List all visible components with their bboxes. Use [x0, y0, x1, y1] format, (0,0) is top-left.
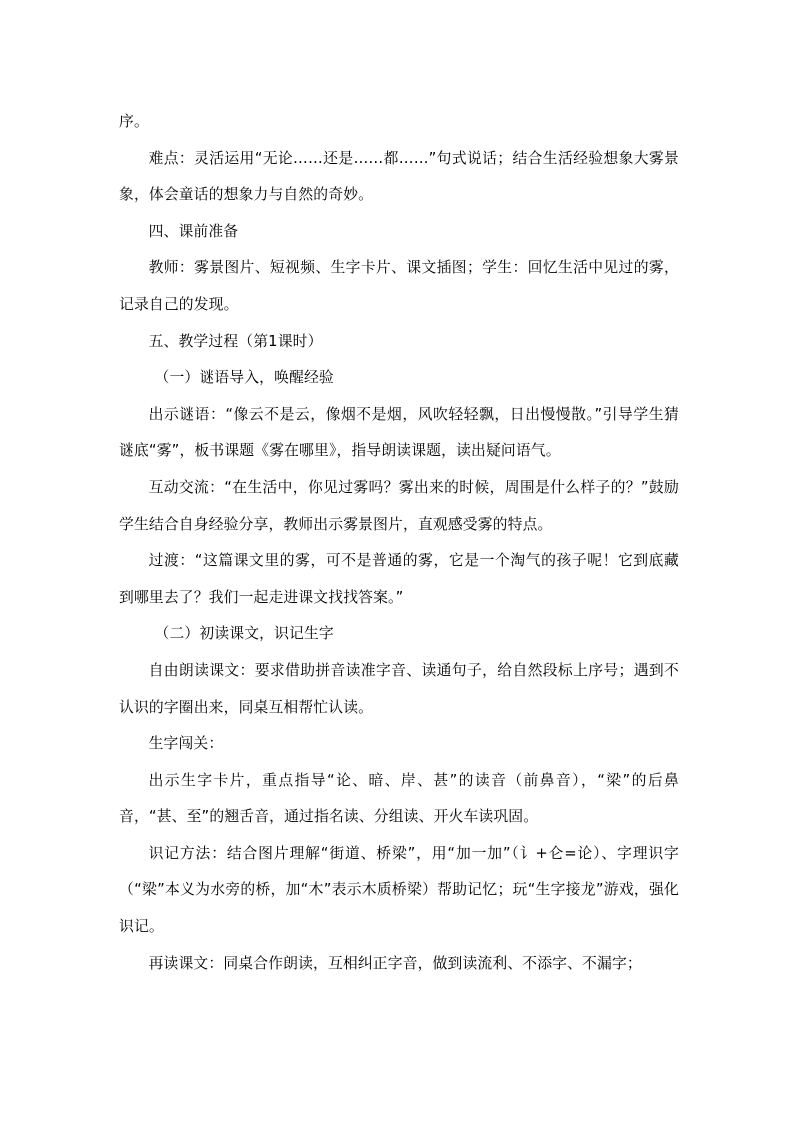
paragraph-transition: 过渡：“这篇课文里的雾，可不是普通的雾，它是一个淘气的孩子呢！它到底藏到哪里去了？我们一起走进课文找找答案。”	[119, 552, 679, 606]
paragraph-preparation: 教师：雾景图片、短视频、生字卡片、课文插图；学生：回忆生活中见过的雾，记录自己的发现。	[119, 259, 679, 313]
sub-heading-first-reading: （二）初读课文，识记生字	[154, 625, 334, 643]
document-body	[119, 104, 679, 982]
section-heading-teaching-process: 五、教学过程（第1课时）	[148, 332, 323, 350]
paragraph-riddle: 出示谜语：“像云不是云，像烟不是烟，风吹轻轻飘，日出慢慢散。”引导学生猜谜底“雾”，板书课题《雾在哪里》，指导朗读课题，读出疑问语气。	[119, 405, 679, 460]
paragraph-interaction: 互动交流：“在生活中，你见过雾吗？雾出来的时候，周围是什么样子的？”鼓励学生结合自身经验分享，教师出示雾景图片，直观感受雾的特点。	[119, 478, 679, 533]
paragraph-reread: 再读课文：同桌合作朗读，互相纠正字音，做到读流利、不添字、不漏字；	[148, 954, 642, 972]
section-heading-preparation: 四、课前准备	[148, 222, 239, 240]
paragraph-memory-methods: 识记方法：结合图片理解“街道、桥梁”，用“加一加”（讠+仑=论）、字理识字（“梁”本义为水旁的桥，加“木”表示木质桥梁）帮助记忆；玩“生字接龙”游戏，强化识记。	[119, 844, 679, 936]
paragraph-difficulty: 难点：灵活运用“无论……还是……都……”句式说话；结合生活经验想象大雾景象，体会童话的想象力与自然的奇妙。	[119, 149, 679, 204]
paragraph-continuation: 序。	[119, 113, 149, 130]
paragraph-free-reading: 自由朗读课文：要求借助拼音读准字音、读通句子，给自然段标上序号；遇到不认识的字圈出来，同桌互相帮忙认读。	[119, 661, 679, 716]
sub-heading-riddle-intro: （一）谜语导入，唤醒经验	[154, 369, 334, 387]
paragraph-character-challenge: 生字闯关：	[148, 735, 224, 753]
paragraph-character-cards: 出示生字卡片，重点指导“论、暗、岸、甚”的读音（前鼻音），“梁”的后鼻音，“甚、至”的翘舌音，通过指名读、分组读、开火车读巩固。	[119, 771, 679, 826]
